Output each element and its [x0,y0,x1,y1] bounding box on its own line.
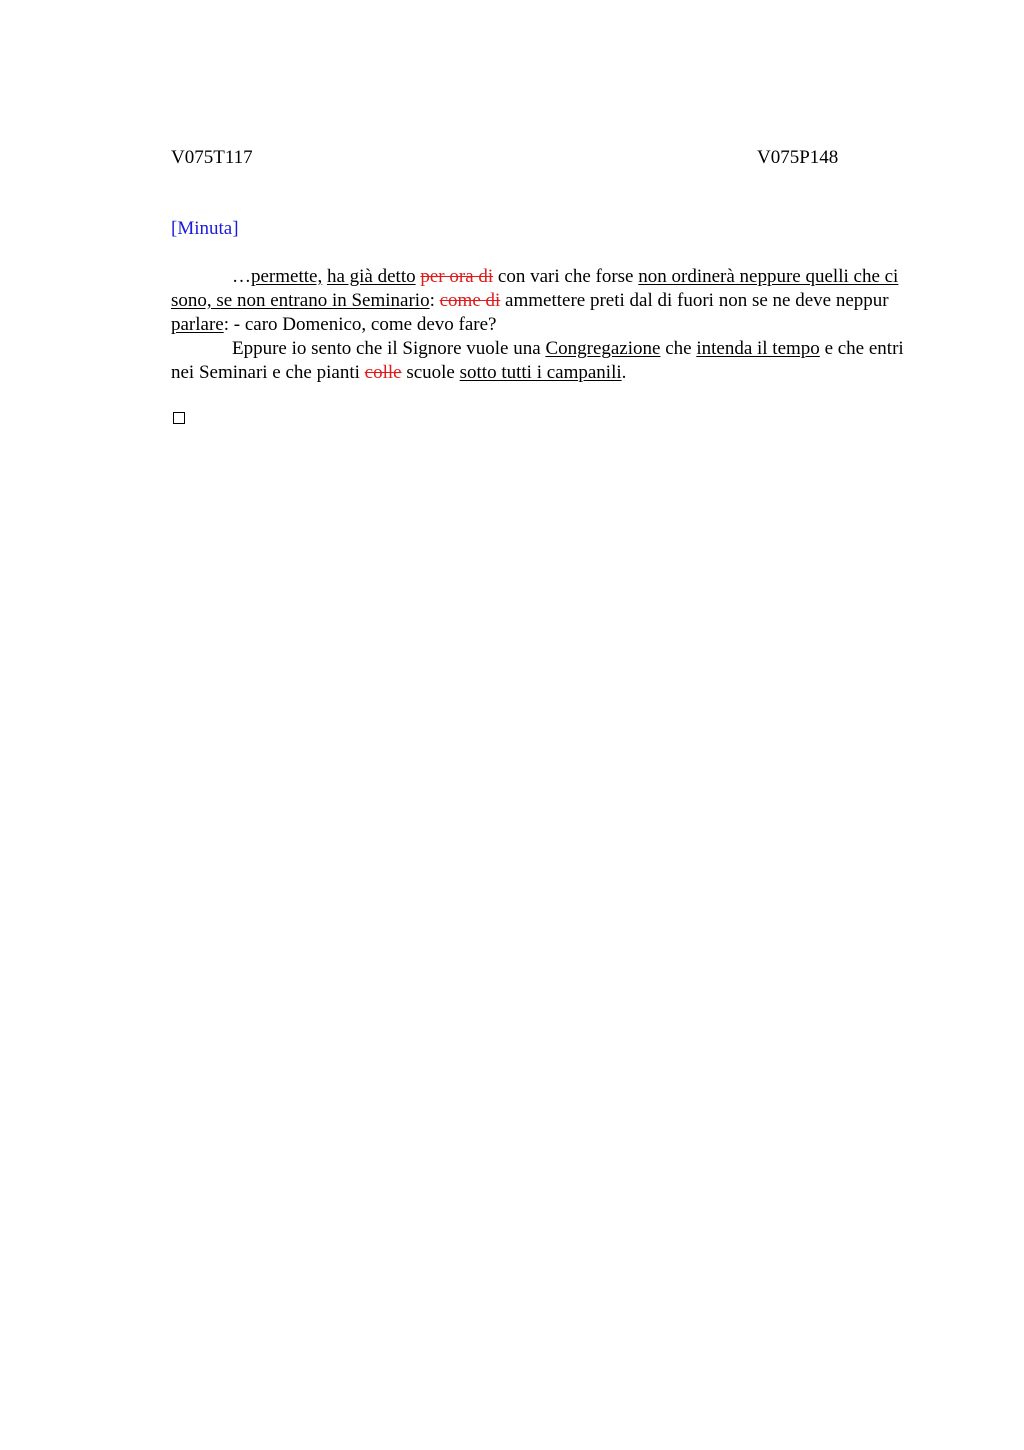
deleted-text: come di [439,290,501,311]
ellipsis: … [232,266,251,287]
plain-text: e che entri nei Seminari e che pianti [171,338,904,383]
empty-square-icon [173,412,185,424]
document-code: V075T117 [171,147,253,168]
underlined-text: Congregazione [545,338,661,359]
letter-body [171,265,923,385]
underlined-text: non ordinerà neppure quelli che ci sono, se non entrano in Seminario [171,266,899,311]
page-code: V075P148 [757,147,839,168]
plain-text: : - caro Domenico, come devo fare? [223,314,497,335]
plain-text: scuole [401,362,460,383]
plain-text: ammettere preti dal di fuori non se ne deve neppur [500,290,889,311]
plain-text: . [621,362,627,383]
underlined-text: intenda il tempo [696,338,820,359]
section-label: [Minuta] [171,218,239,239]
plain-text: con vari che forse [493,266,639,287]
deleted-text: per ora di [420,266,494,287]
plain-text: Eppure io sento che il Signore vuole una [232,338,546,359]
underlined-text: ha già detto [326,266,416,287]
underlined-text: parlare [171,314,224,335]
deleted-text: colle [364,362,402,383]
underlined-text: permette, [251,266,323,287]
paragraph-2 [171,337,923,385]
plain-text: : [429,290,440,311]
plain-text: che [660,338,697,359]
underlined-text: sotto tutti i campanili [459,362,622,383]
paragraph-1 [171,265,923,337]
